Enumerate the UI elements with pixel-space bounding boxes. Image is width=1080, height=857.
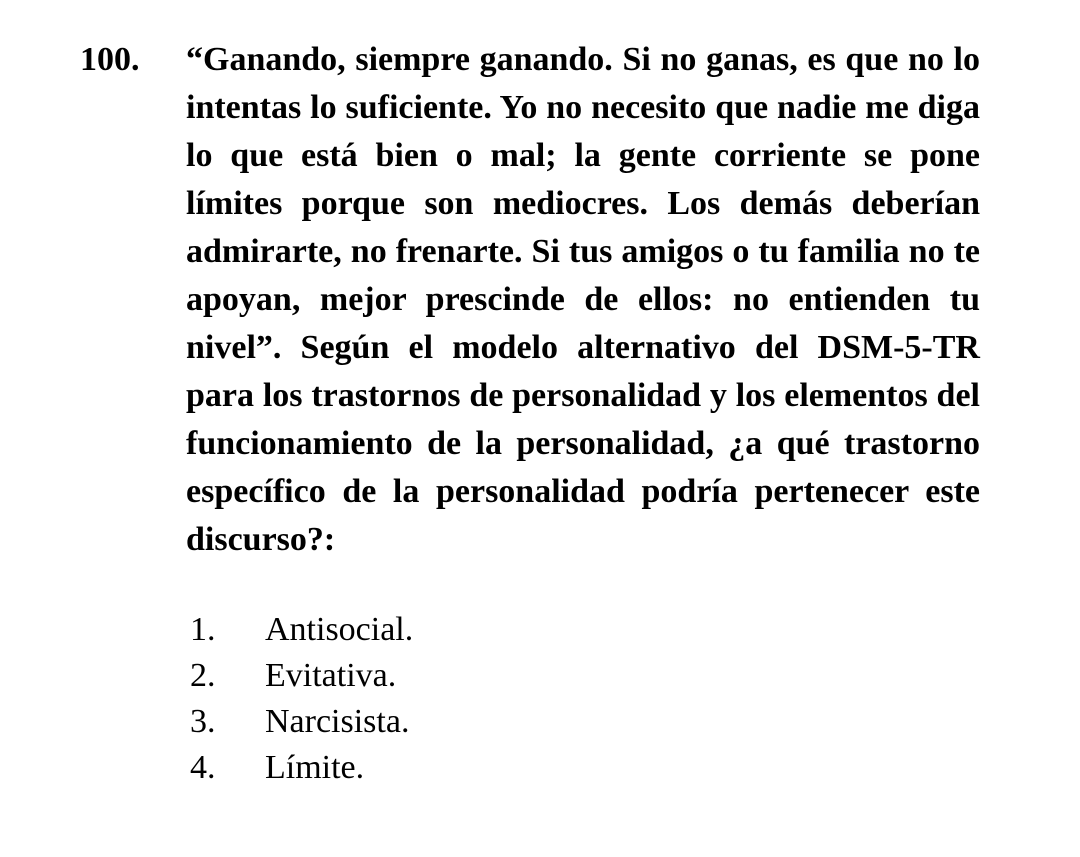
answer-option-3	[190, 699, 413, 745]
answer-options-list	[190, 607, 413, 791]
option-number: 4.	[190, 749, 216, 786]
question-number: 100.	[80, 41, 140, 78]
answer-option-4	[190, 745, 413, 791]
option-number: 3.	[190, 703, 216, 740]
answer-option-2	[190, 653, 413, 699]
question-text: “Ganando, siempre ganando. Si no ganas, es que no lo intentas lo suficiente. Yo no necesito que nadie me diga lo que está bien o mal; la gente corriente se pone límites porque son mediocres. Los demás deberían admirarte, no frenarte. Si tus amigos o tu familia no te apoyan, mejor prescinde de ellos: no entienden tu nivel”. Según el modelo alternativo del DSM-5-TR para los trastornos de personalidad y los elementos del funcionamiento de la personalidad, ¿a qué trastorno específico de la personalidad podría pertenecer este discurso?:	[186, 41, 980, 558]
answer-option-1	[190, 607, 413, 653]
option-number: 1.	[190, 611, 216, 648]
option-label: Antisocial.	[265, 611, 414, 648]
option-number: 2.	[190, 657, 216, 694]
option-label: Narcisista.	[265, 703, 410, 740]
option-label: Límite.	[265, 749, 365, 786]
option-label: Evitativa.	[265, 657, 397, 694]
